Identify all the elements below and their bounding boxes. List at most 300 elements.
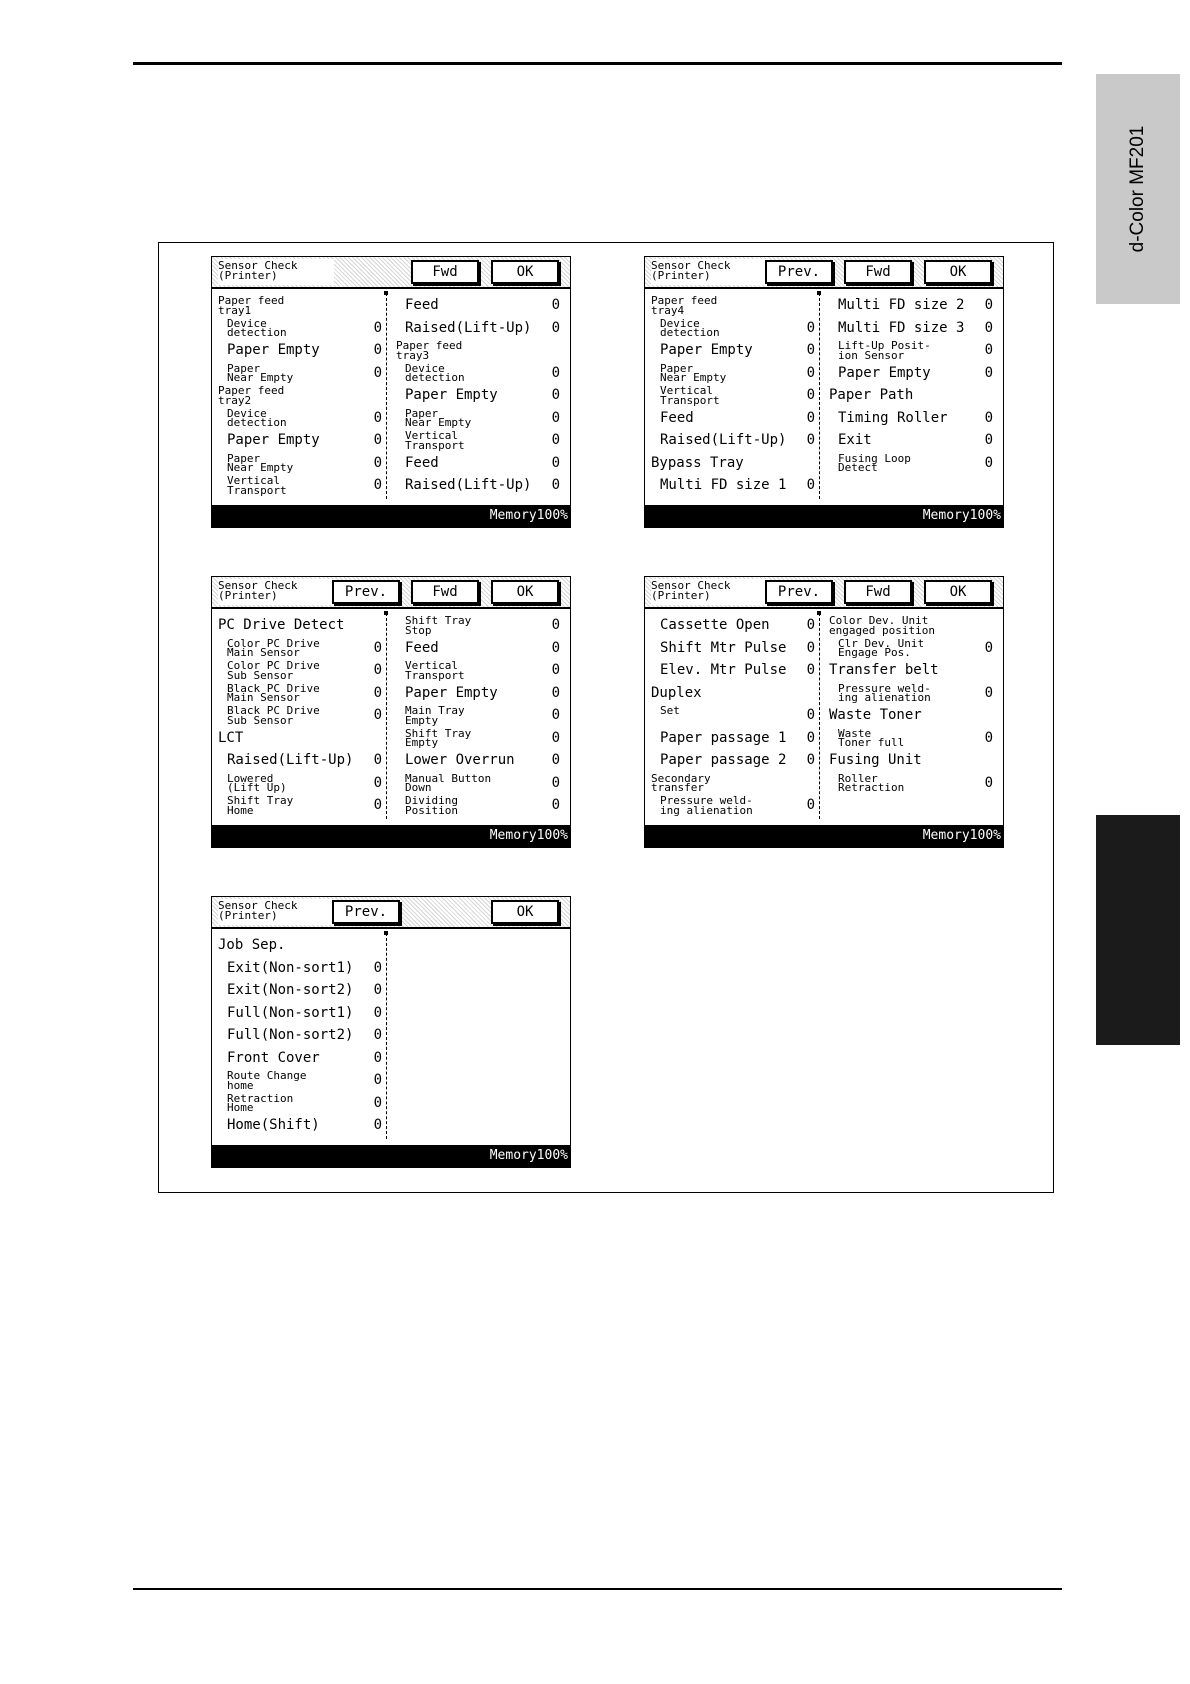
sensor-label-line: Retraction [838,781,905,794]
sensor-value: 0 [984,432,993,448]
sensor-value: 0 [373,432,382,448]
ok-button[interactable]: OK [924,260,992,284]
sensor-label [660,727,786,749]
sensor-row [390,614,568,637]
sensor-value: 0 [806,477,815,493]
sensor-label [651,296,717,315]
sensor-value: 0 [806,662,815,678]
memory-indicator: Memory100% [922,828,1001,843]
sensor-label [227,661,320,680]
sensor-label-line: Retraction [227,1091,294,1105]
sensor-row [212,474,384,497]
sensor-label-line: Route Change [227,1069,307,1082]
sensor-label [227,706,320,725]
sensor-value: 0 [551,297,560,313]
sensor-label [218,386,284,405]
sensor-label-line: Transfer belt [829,662,939,678]
sensor-row [823,362,1001,385]
sensor-value: 0 [984,364,993,381]
sensor-label-line: Multi FD size 2 [838,297,965,313]
sensor-value: 0 [373,797,382,813]
sensor-value: 0 [551,454,560,471]
sensor-label [660,706,680,716]
sensor-value: 0 [984,342,993,358]
sensor-label-line: Clr Dev. Unit [838,636,925,650]
status-bar [212,505,570,527]
sensor-value: 0 [373,982,382,998]
sensor-value: 0 [373,707,382,723]
sensor-row [645,317,817,340]
sensor-label-line: Paper [227,361,261,375]
sensor-label-line: Device [660,316,700,330]
sensor-row [645,474,817,497]
fwd-button[interactable]: Fwd [844,580,912,604]
sensor-label [218,727,243,749]
sensor-group [645,452,817,475]
sensor-label-line: Raised(Lift-Up) [227,752,354,768]
sensor-label-line: Waste Toner [829,707,922,723]
sensor-label [829,659,939,681]
memory-indicator: Memory100% [489,1148,568,1163]
sensor-label-line: Multi FD size 1 [660,477,787,493]
sensor-label-line: Near Empty [227,461,294,474]
sensor-label-line: tray3 [396,348,430,362]
sensor-row [212,1047,384,1070]
sensor-label [660,429,786,451]
sensor-label [405,474,531,496]
sensor-group [212,727,384,750]
sensor-label [227,316,287,339]
side-tab-label: d-Color MF201 [1127,125,1148,253]
prev-button[interactable]: Prev. [332,900,400,924]
sensor-label-line: Paper Empty [405,387,498,403]
sensor-label [227,681,320,704]
sensor-list [212,609,570,827]
sensor-value: 0 [806,409,815,426]
status-bar [212,825,570,847]
sensor-label-line: Position [405,803,458,817]
sensor-row [212,749,384,772]
sensor-value: 0 [551,639,560,656]
sensor-label-line: detection [660,326,720,339]
column-divider [819,293,821,499]
sensor-row [212,452,384,475]
sensor-label [838,341,931,360]
sensor-column-left [645,294,817,497]
sensor-label [227,771,287,794]
sensor-label [660,637,786,659]
sensor-label-line: ing alienation [660,803,753,817]
sensor-label [838,294,964,316]
sensor-label-line: Feed [405,454,439,471]
sensor-label-line: Paper Empty [405,684,498,701]
sensor-value: 0 [806,617,815,633]
sensor-row [390,429,568,452]
screen-title [651,259,767,285]
sensor-label-line: Paper Empty [660,342,753,358]
sensor-label-line: Paper feed [218,294,285,307]
screen-header [212,897,570,929]
screen-title [218,899,334,925]
sensor-label-line: Vertical [227,474,280,487]
sensor-value: 0 [373,454,382,471]
sensor-group [823,704,1001,727]
sensor-label-line: Elev. Mtr Pulse [660,662,787,678]
sensor-list [645,609,1003,827]
sensor-value: 0 [806,387,815,403]
column-divider-marker [817,611,821,615]
sensor-check-screen [211,576,571,848]
screen-title-line: Sensor Check [218,579,298,592]
screen-title-line: (Printer) [218,269,278,282]
sensor-label-line: Stop [405,623,432,637]
ok-button[interactable]: OK [491,900,559,924]
sensor-row [212,407,384,430]
sensor-row [390,704,568,727]
memory-indicator: Memory100% [489,508,568,523]
sensor-column-left [212,614,384,817]
sensor-row [212,637,384,660]
screen-title-line: (Printer) [218,909,278,922]
sensor-row [212,659,384,682]
sensor-label [829,704,922,726]
sensor-row [645,614,817,637]
status-bar [212,1145,570,1167]
sensor-column-right [823,614,1001,794]
sensor-label-line: Bypass Tray [651,454,744,471]
column-divider-marker [384,931,388,935]
column-divider-marker [817,291,821,295]
sensor-label-line: detection [227,416,287,429]
sensor-group [212,384,384,407]
sensor-label-line: Near Empty [227,371,294,384]
sensor-label-line: Exit(Non-sort1) [227,959,354,976]
sensor-label [218,934,285,956]
sensor-label [227,339,320,361]
sensor-label [660,614,770,636]
sensor-value: 0 [984,774,993,791]
sensor-group [645,682,817,705]
sensor-row [823,429,1001,452]
sensor-label [838,636,925,659]
sensor-row [645,384,817,407]
sensor-row [823,772,1001,795]
sensor-label [227,451,294,474]
sensor-label-line: Device [227,316,267,330]
sensor-column-left [212,934,384,1137]
sensor-label-line: Roller [838,771,878,785]
sensor-label [829,384,913,406]
sensor-group [212,294,384,317]
sensor-label [227,749,353,771]
sensor-label [660,796,753,815]
sensor-value: 0 [984,297,993,313]
sensor-row [823,317,1001,340]
sensor-value: 0 [373,1094,382,1111]
sensor-value: 0 [551,707,560,723]
sensor-value: 0 [373,1117,382,1133]
sensor-row [390,317,568,340]
sensor-label-line: Color PC Drive [227,659,320,672]
sensor-group [645,772,817,795]
sensor-row [823,637,1001,660]
sensor-label-line: Pressure weld- [838,681,931,695]
sensor-column-right [390,294,568,497]
column-divider-marker [384,291,388,295]
sensor-check-screen [644,256,1004,528]
sensor-label [838,726,905,749]
screen-title [651,579,767,605]
sensor-row [212,1069,384,1092]
side-tab-section-marker [1096,815,1180,1045]
sensor-row [823,407,1001,430]
sensor-label [660,386,720,405]
sensor-label [218,296,284,315]
sensor-label-line: Color PC Drive [227,636,320,650]
sensor-label-line: home [227,1078,254,1092]
sensor-label-line: transfer [651,781,704,794]
sensor-value: 0 [984,409,993,426]
sensor-label-line: Secondary [651,771,711,785]
sensor-label-line: Lift-Up Posit- [838,339,931,352]
sensor-value: 0 [551,477,560,493]
sensor-label [405,749,515,771]
sensor-row [823,294,1001,317]
sensor-label [405,361,465,384]
sensor-label-line: Main Sensor [227,691,300,704]
sensor-group [823,384,1001,407]
sensor-label-line: Set [660,704,680,717]
sensor-label [660,361,727,384]
sensor-label [405,452,439,474]
sensor-label-line: (Lift Up) [227,781,287,794]
sensor-label-line: engaged position [829,623,935,637]
sensor-column-left [212,294,384,497]
sensor-label [660,316,720,339]
sensor-value: 0 [373,342,382,358]
sensor-value: 0 [551,387,560,403]
sensor-row [212,1092,384,1115]
sensor-label [405,637,439,659]
sensor-label-line: Color Dev. Unit [829,614,929,627]
sensor-label [838,317,964,339]
sensor-label [838,771,905,794]
screen-header [212,257,570,289]
side-tab-product [1096,74,1180,304]
sensor-label-line: Device [227,406,267,420]
sensor-label [227,957,353,979]
ok-button[interactable]: OK [491,580,559,604]
sensor-label-line: Shift Tray [405,726,472,740]
sensor-row [212,682,384,705]
sensor-label [405,294,439,316]
column-divider [386,933,388,1139]
sensor-label [405,317,531,339]
sensor-label [405,406,472,429]
sensor-label-line: Paper feed [651,294,718,307]
sensor-value: 0 [806,342,815,358]
sensor-value: 0 [551,432,560,448]
sensor-row [823,682,1001,705]
sensor-group [212,614,384,637]
prev-button[interactable]: Prev. [765,260,833,284]
sensor-value: 0 [373,1049,382,1066]
sensor-label-line: Raised(Lift-Up) [405,319,532,336]
sensor-row [645,407,817,430]
sensor-group [823,659,1001,682]
sensor-label-line: Timing Roller [838,409,948,426]
sensor-label [838,429,872,451]
sensor-value: 0 [806,364,815,381]
screen-title [218,579,334,605]
sensor-label-line: ing alienation [838,691,931,704]
status-bar [645,505,1003,527]
sensor-label [838,407,948,429]
sensor-column-right [823,294,1001,474]
sensor-row [390,294,568,317]
sensor-value: 0 [551,752,560,768]
sensor-label-line: Sub Sensor [227,713,294,727]
sensor-label [660,749,786,771]
sensor-value: 0 [373,1004,382,1021]
sensor-value: 0 [806,707,815,723]
sensor-row [212,704,384,727]
sensor-label-line: Paper Empty [227,432,320,448]
sensor-label [660,339,753,361]
sensor-value: 0 [373,319,382,336]
status-bar [645,825,1003,847]
sensor-label-line: Front Cover [227,1049,320,1066]
sensor-label-line: Paper [227,451,261,465]
sensor-list [212,929,570,1147]
sensor-row [645,749,817,772]
sensor-value: 0 [373,684,382,701]
sensor-value: 0 [984,639,993,656]
sensor-label-line: Vertical [405,429,458,442]
sensor-label-line: Black PC Drive [227,681,320,695]
footer-rule [133,1588,1062,1590]
sensor-check-screen [644,576,1004,848]
sensor-value: 0 [984,319,993,336]
sensor-value: 0 [551,662,560,678]
sensor-label-line: Full(Non-sort2) [227,1027,354,1043]
sensor-row [645,704,817,727]
sensor-label-line: Toner full [838,736,905,749]
sensor-value: 0 [373,662,382,678]
sensor-row [212,1002,384,1025]
sensor-label [227,1091,294,1114]
sensor-label-line: Duplex [651,684,702,701]
sensor-label-line: Cassette Open [660,617,770,633]
prev-button[interactable]: Prev. [765,580,833,604]
memory-indicator: Memory100% [489,828,568,843]
sensor-label-line: Raised(Lift-Up) [660,432,787,448]
sensor-row [390,474,568,497]
sensor-group [823,749,1001,772]
sensor-column-right [390,614,568,817]
screen-title-line: Sensor Check [651,259,731,272]
sensor-label [227,1047,320,1069]
sensor-label-line: Sub Sensor [227,668,294,682]
sensor-label-line: Transport [405,668,465,682]
sensor-row [645,429,817,452]
sensor-row [390,727,568,750]
screen-title-line: Sensor Check [218,899,298,912]
sensor-label-line: Full(Non-sort1) [227,1004,354,1021]
fwd-button[interactable]: Fwd [844,260,912,284]
sensor-label-line: Home [227,803,254,817]
sensor-row [645,727,817,750]
sensor-check-screen [211,256,571,528]
sensor-value: 0 [806,797,815,813]
fwd-button[interactable]: Fwd [411,580,479,604]
sensor-label [227,361,294,384]
sensor-value: 0 [373,409,382,426]
sensor-label-line: Vertical [660,384,713,397]
sensor-value: 0 [373,364,382,381]
sensor-value: 0 [373,1072,382,1088]
sensor-label-line: ion Sensor [838,348,905,362]
screen-header [645,577,1003,609]
ok-button[interactable]: OK [924,580,992,604]
sensor-value: 0 [551,684,560,701]
prev-button[interactable]: Prev. [332,580,400,604]
sensor-label-line: Fusing Unit [829,752,922,768]
sensor-row [212,957,384,980]
sensor-label [405,682,498,704]
sensor-row [823,452,1001,475]
sensor-label-line: Transport [405,438,465,452]
sensor-row [390,407,568,430]
sensor-label-line: Multi FD size 3 [838,319,965,336]
sensor-value: 0 [551,774,560,791]
sensor-label-line: PC Drive Detect [218,617,345,633]
sensor-label [405,706,465,725]
sensor-label-line: Exit [838,432,872,448]
sensor-value: 0 [551,364,560,381]
sensor-value: 0 [984,729,993,746]
sensor-label-line: Transport [660,393,720,407]
sensor-label [838,451,911,474]
sensor-value: 0 [373,752,382,768]
sensor-label-line: Paper passage 2 [660,752,787,768]
sensor-row [645,659,817,682]
sensor-label-line: Job Sep. [218,937,286,953]
sensor-row [390,794,568,817]
sensor-label [651,771,711,794]
sensor-row [645,794,817,817]
column-divider [386,293,388,499]
sensor-label [405,726,472,749]
screen-title [218,259,334,285]
sensor-group [823,614,1001,637]
sensor-value: 0 [551,729,560,746]
sensor-label-line: Feed [405,639,439,656]
sensor-value: 0 [373,959,382,976]
sensor-label-line: Feed [405,297,439,313]
sensor-value: 0 [551,319,560,336]
ok-button[interactable]: OK [491,260,559,284]
sensor-row [390,384,568,407]
sensor-label [405,796,458,815]
sensor-label [227,1114,320,1136]
sensor-label-line: Near Empty [405,416,472,429]
sensor-label-line: Paper feed [396,339,463,352]
sensor-label [660,659,786,681]
sensor-label [405,431,465,450]
fwd-button[interactable]: Fwd [411,260,479,284]
sensor-value: 0 [806,319,815,336]
